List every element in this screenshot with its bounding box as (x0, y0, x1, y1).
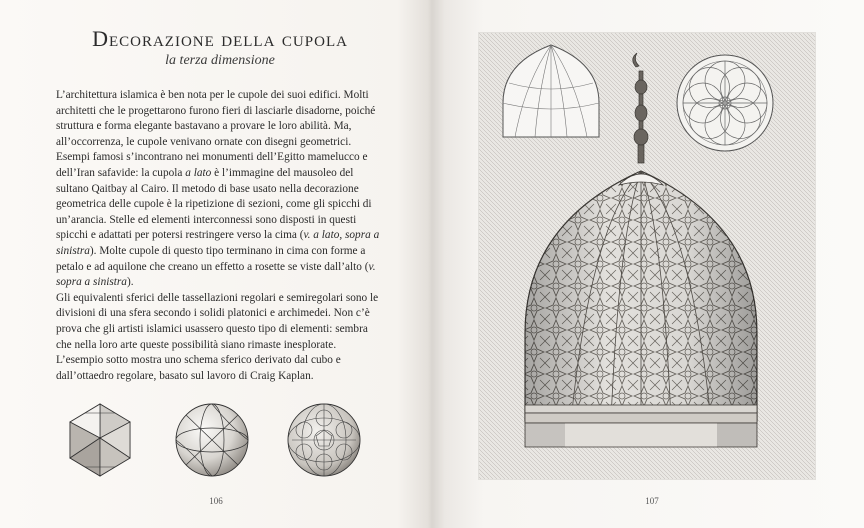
page-number-right: 107 (645, 496, 659, 506)
left-page (0, 0, 430, 528)
italic-reference: v. sopra a sinistra (56, 260, 376, 289)
page-number-left: 106 (209, 496, 223, 506)
text-run: ). (126, 276, 134, 289)
page-title: Decorazione della cupola (92, 26, 348, 51)
page-subtitle: la terza dimensione (165, 53, 275, 68)
divided-sphere-figure (172, 398, 252, 482)
italic-reference: v. a lato, sopra a sinistra (56, 229, 380, 257)
solids-illustration (60, 398, 380, 490)
rosette-top-view (677, 55, 773, 151)
cuboctahedron-figure (60, 398, 140, 482)
italic-reference: a lato (185, 166, 212, 179)
text-run: è l’immagine del mausoleo del sultano Qaitbay al Cairo. Il metodo di base usato nella decorazione geometrica delle cupole è la ripetizione di sezioni, come gli spicchi di un’arancia. Stelle ed elementi interconnessi sono disposti in questi spicchi e adattati per potersi restringere verso la cima ( (56, 166, 372, 242)
patterned-sphere-figure (284, 398, 364, 482)
paragraph-2: Gli equivalenti sferici delle tassellazioni regolari e semiregolari sono le divisioni di una sfera secondo i solidi platonici e archimedei. Non c’è prova che gli artisti islamici usassero questo tipo di elementi: sembra che nella loro arte queste possibilità siano rimaste inesplorate. L’esempio sotto mostra uno schema sferico derivato dal cubo e dall’ottaedro regolare, basato sul lavoro di Craig Kaplan. (56, 291, 379, 382)
text-run: ). Molte cupole di questo tipo terminano in cima con forme a petalo e ad aquilone che creano un effetto a rosette se viste dall’alto ( (56, 244, 369, 273)
body-text (56, 88, 386, 384)
right-page (432, 0, 864, 528)
dome-engraving-plate (478, 32, 816, 480)
paragraph-1 (56, 88, 386, 291)
text-run: L’architettura islamica è ben nota per le cupole dei suoi edifici. Molti architetti che le progettarono furono fieri di lasciarle disadorne, poiché struttura e forma elegante bastavano a provare le loro abilità. Ma, all’occorrenza, le cupole venivano ornate con disegni geometrici. Esempi famosi s’incontrano nei monumenti dell’Egitto mamelucco e dell’Iran safavide: la cupola (56, 89, 376, 179)
